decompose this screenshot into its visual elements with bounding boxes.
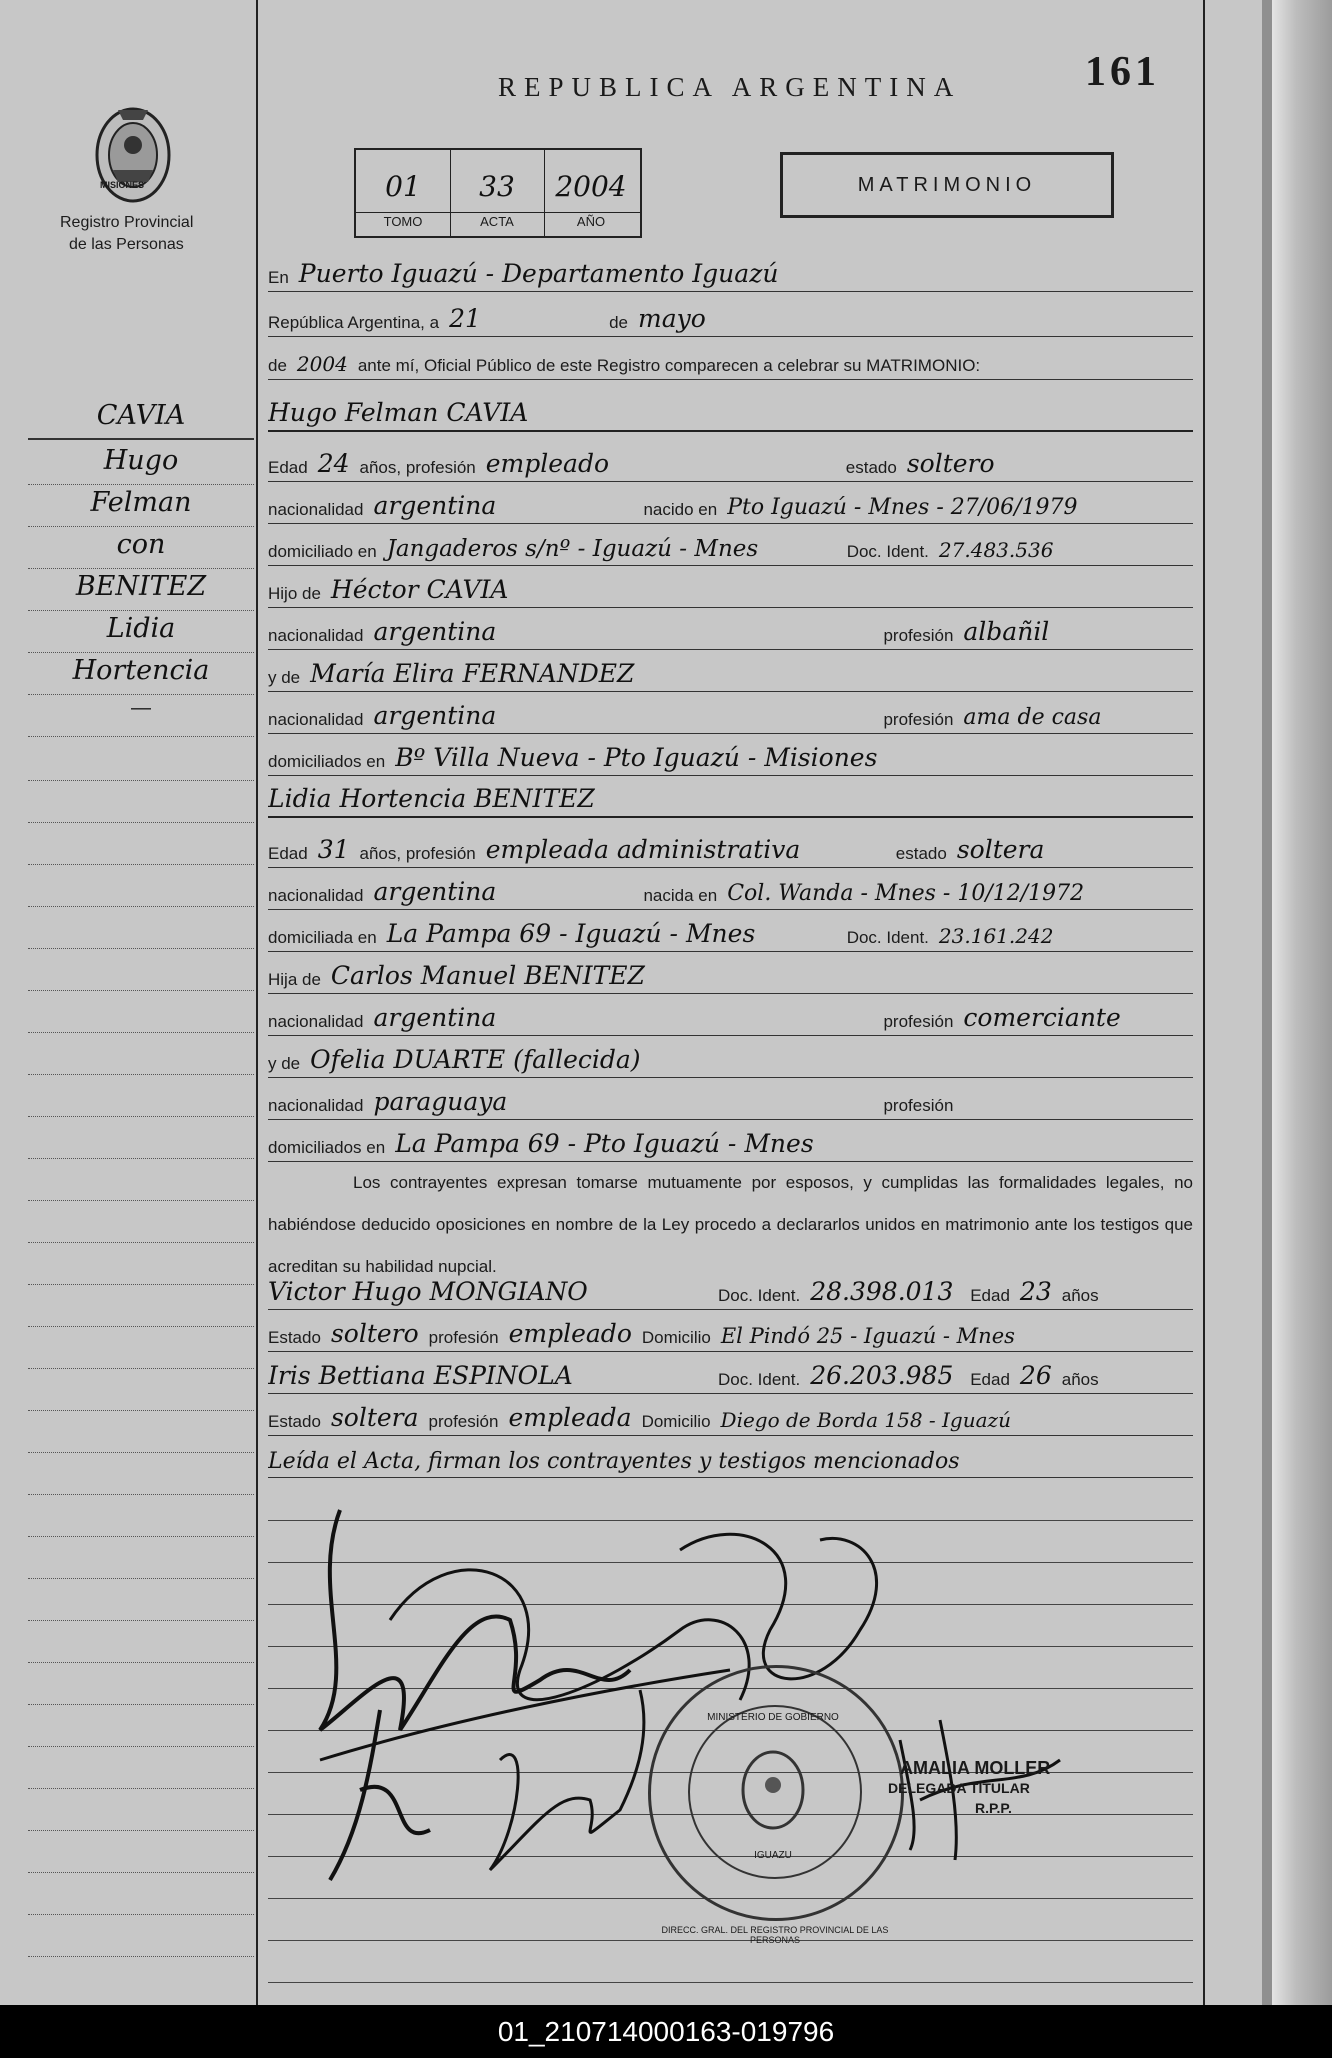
margin-ruled-line <box>28 1494 254 1496</box>
margin-ruled-line <box>28 1620 254 1622</box>
acta-label: ACTA <box>480 214 514 229</box>
margin-ruled-line <box>28 822 254 824</box>
margin-ruled-line <box>28 1704 254 1706</box>
tomo-value: 01 <box>385 170 421 203</box>
groom-name-row <box>268 390 1193 432</box>
margin-ruled-line <box>28 1410 254 1412</box>
bride-parents-address-row: domiciliados en La Pampa 69 - Pto Iguazú - Mnes <box>268 1120 1193 1162</box>
margin-note: Lidia <box>28 613 254 653</box>
margin-ruled-line <box>28 1830 254 1832</box>
record-type-box <box>780 152 1114 218</box>
closing-text: Leída el Acta, firman los contrayentes y testigos mencionados <box>268 1449 960 1474</box>
margin-ruled-line <box>28 1158 254 1160</box>
margin-note: Hugo <box>28 445 254 485</box>
groom-mother-nat-row: nacionalidad argentina profesión ama de casa <box>268 692 1193 734</box>
date-row: República Argentina, a 21 de mayo <box>268 295 1193 337</box>
margin-ruled-line <box>28 1116 254 1118</box>
witness-1-row: Victor Hugo MONGIANO Doc. Ident. 28.398.013 Edad 23 años <box>268 1268 1193 1310</box>
margin-ruled-line <box>28 1326 254 1328</box>
stamp-shield-icon <box>728 1745 818 1835</box>
stamp-ring-text: DIRECC. GRAL. DEL REGISTRO PROVINCIAL DE LAS PERSONAS <box>661 1925 889 1945</box>
margin-ruled-line <box>28 1536 254 1538</box>
witness-2-row: Iris Bettiana ESPINOLA Doc. Ident. 26.203.985 Edad 26 años <box>268 1352 1193 1394</box>
margin-ruled-line <box>28 948 254 950</box>
statement-row: de 2004 ante mí, Oficial Público de este Registro comparecen a celebrar su MATRIMONIO: <box>268 338 1193 380</box>
official-office: R.P.P. <box>975 1800 1012 1816</box>
margin-ruled-line <box>28 990 254 992</box>
place-value: Puerto Iguazú - Departamento Iguazú <box>298 259 779 288</box>
declaration-text: Los contrayentes expresan tomarse mutuamente por esposos, y cumplidas las formalidades legales, no habiéndose deducido oposiciones en nombre de la Ley procedo a declararlos unidos en matrimonio ante los testigos que acreditan su habilidad nupcial. <box>268 1173 1193 1276</box>
groom-name: Hugo Felman CAVIA <box>268 398 529 427</box>
witness-2-details-row: Estado soltera profesión empleada Domicilio Diego de Borda 158 - Iguazú <box>268 1394 1193 1436</box>
margin-ruled-line <box>28 864 254 866</box>
province-emblem <box>88 100 178 210</box>
margin-ruled-line <box>28 780 254 782</box>
stamp-inner-text: MINISTERIO DE GOBIERNO <box>707 1712 839 1723</box>
groom-age-row: Edad 24 años, profesión empleado estado soltero <box>268 440 1193 482</box>
ano-label: AÑO <box>576 214 606 229</box>
record-type: MATRIMONIO <box>857 173 1037 196</box>
republic-heading: REPUBLICA ARGENTINA <box>498 72 962 102</box>
ano-value: 2004 <box>555 170 627 203</box>
bride-mother-nat-row: nacionalidad paraguaya profesión <box>268 1078 1193 1120</box>
margin-ruled-line <box>28 1368 254 1370</box>
margin-note: BENITEZ <box>28 571 254 611</box>
tomo-label: TOMO <box>383 214 423 229</box>
margin-divider <box>256 0 258 2005</box>
folio-number: 161 <box>1085 49 1160 95</box>
margin-ruled-line <box>28 1746 254 1748</box>
margin-note: Felman <box>28 487 254 527</box>
margin-note: — <box>28 697 254 737</box>
margin-note: con <box>28 529 254 569</box>
witness-1-details-row: Estado soltero profesión empleado Domicilio El Pindó 25 - Iguazú - Mnes <box>268 1310 1193 1352</box>
bride-age-row: Edad 31 años, profesión empleada administrativa estado soltera <box>268 826 1193 868</box>
record-number-box <box>354 148 642 238</box>
year-value: 2004 <box>296 352 348 376</box>
margin-ruled-line <box>28 1200 254 1202</box>
bride-father-nat-row: nacionalidad argentina profesión comerciante <box>268 994 1193 1036</box>
footer-filename: 01_210714000163-019796 <box>0 2005 1332 2058</box>
margin-ruled-line <box>28 1242 254 1244</box>
margin-ruled-line <box>28 1788 254 1790</box>
groom-parents-address-row: domiciliados en Bº Villa Nueva - Pto Iguazú - Misiones <box>268 734 1193 776</box>
groom-mother-row: y de María Elira FERNANDEZ <box>268 650 1193 692</box>
acta-value: 33 <box>479 170 515 203</box>
registry-name-line1: Registro Provincial <box>60 214 194 231</box>
stamp-town: IGUAZU <box>754 1850 792 1861</box>
right-margin-line <box>1203 0 1205 2005</box>
margin-note: Hortencia <box>28 655 254 695</box>
groom-address-row: domiciliado en Jangaderos s/nº - Iguazú - Mnes Doc. Ident. 27.483.536 <box>268 524 1193 566</box>
emblem-label: MISIONES <box>100 180 145 190</box>
groom-father-row: Hijo de Héctor CAVIA <box>268 566 1193 608</box>
margin-ruled-line <box>28 1914 254 1916</box>
official-name: AMALIA MOLLER <box>900 1758 1051 1778</box>
bride-name: Lidia Hortencia BENITEZ <box>268 784 595 813</box>
margin-ruled-line <box>28 1872 254 1874</box>
registry-name-line2: de las Personas <box>69 236 184 253</box>
margin-ruled-line <box>28 1452 254 1454</box>
bride-address-row: domiciliada en La Pampa 69 - Iguazú - Mnes Doc. Ident. 23.161.242 <box>268 910 1193 952</box>
body-ruled-line <box>268 1982 1193 1983</box>
margin-ruled-line <box>28 1284 254 1286</box>
month-value: mayo <box>637 304 706 333</box>
margin-ruled-line <box>28 1074 254 1076</box>
groom-father-nat-row: nacionalidad argentina profesión albañil <box>268 608 1193 650</box>
bride-father-row: Hija de Carlos Manuel BENITEZ <box>268 952 1193 994</box>
place-row: En Puerto Iguazú - Departamento Iguazú <box>268 250 1193 292</box>
bride-name-row <box>268 776 1193 818</box>
bride-mother-row: y de Ofelia DUARTE (fallecida) <box>268 1036 1193 1078</box>
margin-ruled-line <box>28 1956 254 1958</box>
official-title: DELEGADA TITULAR <box>888 1780 1030 1796</box>
day-value: 21 <box>449 304 481 333</box>
margin-ruled-line <box>28 1032 254 1034</box>
book-spine <box>1272 0 1332 2005</box>
margin-ruled-line <box>28 1578 254 1580</box>
margin-ruled-line <box>28 1662 254 1664</box>
groom-nationality-row: nacionalidad argentina nacido en Pto Iguazú - Mnes - 27/06/1979 <box>268 482 1193 524</box>
margin-ruled-line <box>28 906 254 908</box>
bride-nationality-row: nacionalidad argentina nacida en Col. Wanda - Mnes - 10/12/1972 <box>268 868 1193 910</box>
margin-note: CAVIA <box>28 400 254 440</box>
